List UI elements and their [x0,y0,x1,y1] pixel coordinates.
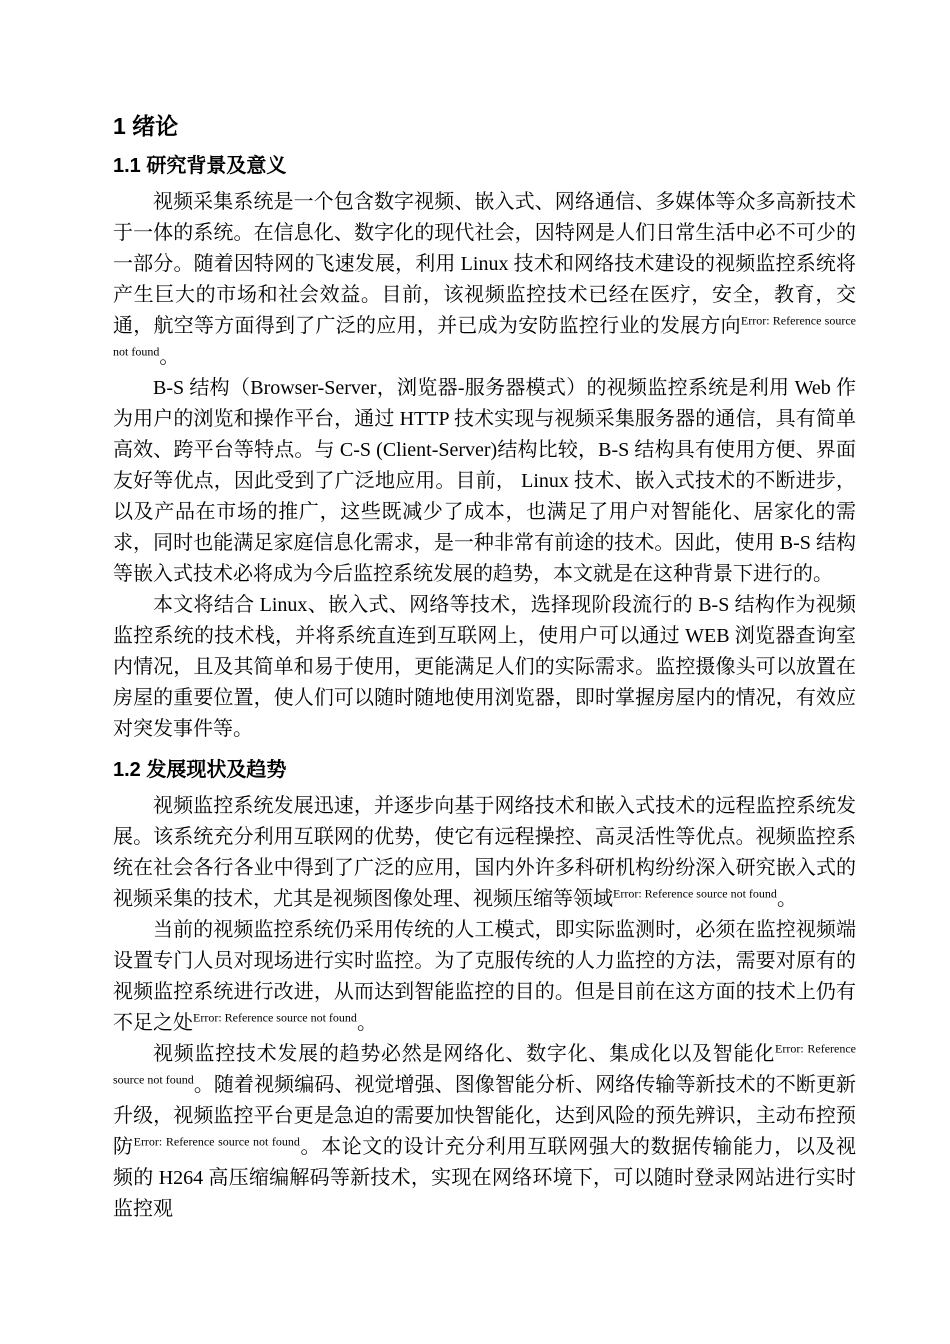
paragraph-text: 。本论文的设计充分利用互联网强大的数据传输能力，以及视频的 H264 高压缩编解码等新技术，实现在网络环境下，可以随时登录网站进行实时监控观 [113,1135,857,1220]
paragraph [113,373,856,590]
paragraph-text: B-S 结构（Browser-Server，浏览器-服务器模式）的视频监控系统是利用 Web 作为用户的浏览和操作平台，通过 HTTP 技术实现与视频采集服务器的通信，具有简单高效、跨平台等特点。与 C-S (Client-Server)结构比较，B-S 结构具有使用方便、界面友好等优点，因此受到了广泛地应用。目前， Linux 技术、嵌入式技术的不断进步，以及产品在市场的推广，这些既减少了成本，也满足了用户对智能化、居家化的需求，同时也能满足家庭信息化需求，是一种非常有前途的技术。因此，使用 B-S 结构等嵌入式技术必将成为今后监控系统发展的趋势，本文就是在这种背景下进行的。 [113,376,856,585]
paragraph-text: 当前的视频监控系统仍采用传统的人工模式，即实际监测时，必须在监控视频端设置专门人员对现场进行实时监控。为了克服传统的人力监控的方法，需要对原有的视频监控系统进行改进，从而达到智能监控的目的。但是目前在这方面的技术上仍有不足之处 [113,918,856,1034]
error-reference-field: Error: Reference source not found [113,313,856,359]
paragraph-text: 视频采集系统是一个包含数字视频、嵌入式、网络通信、多媒体等众多高新技术于一体的系统。在信息化、数字化的现代社会，因特网是人们日常生活中必不可少的一部分。随着因特网的飞速发展，利用 Linux 技术和网络技术建设的视频监控系统将产生巨大的市场和社会效益。目前，该视频监控技术已经在医疗，安全，教育，交通，航空等方面得到了广泛的应用，并已成为安防监控行业的发展方向 [113,190,856,337]
paragraph-text: 。随着视频编码、视觉增强、图像智能分析、网络传输等新技术的不断更新升级，视频监控平台更是急迫的需要加快智能化，达到风险的预先辨识，主动布控预防 [113,1073,857,1158]
paragraph [113,915,856,1039]
paragraph [113,187,856,373]
error-reference-field: Error: Reference source not found [113,1041,857,1087]
paragraph-text: 视频监控系统发展迅速，并逐步向基于网络技术和嵌入式技术的远程监控系统发展。该系统充分利用互联网的优势，使它有远程操控、高灵活性等优点。视频监控系统在社会各行各业中得到了广泛的应用，国内外许多科研机构纷纷深入研究嵌入式的视频采集的技术，尤其是视频图像处理、视频压缩等领域 [113,794,856,910]
error-reference-field: Error: Reference source not found [133,1134,300,1149]
section-heading: 1.1 研究背景及意义 [113,154,287,177]
paragraph-text: 。 [159,345,180,368]
document-body [113,153,856,1225]
paragraph [113,791,856,915]
section-heading: 1.2 发展现状及趋势 [113,758,287,781]
paragraph-text: 。 [776,887,797,910]
error-reference-field: Error: Reference source not found [193,1010,357,1025]
error-reference-field: Error: Reference source not found [613,886,777,901]
paragraph-text: 视频监控技术发展的趋势必然是网络化、数字化、集成化以及智能化 [153,1042,775,1065]
paragraph [113,1039,856,1225]
paragraph-text: 本文将结合 Linux、嵌入式、网络等技术，选择现阶段流行的 B-S 结构作为视频监控系统的技术栈，并将系统直连到互联网上，使用户可以通过 WEB 浏览器查询室内情况，且及其简单和易于使用，更能满足人们的实际需求。监控摄像头可以放置在房屋的重要位置，使人们可以随时随地使用浏览器，即时掌握房屋内的情况，有效应对突发事件等。 [113,593,856,740]
paragraph-text: 。 [356,1011,377,1034]
chapter-heading: 1 绪论 [113,113,179,139]
paragraph [113,590,856,745]
